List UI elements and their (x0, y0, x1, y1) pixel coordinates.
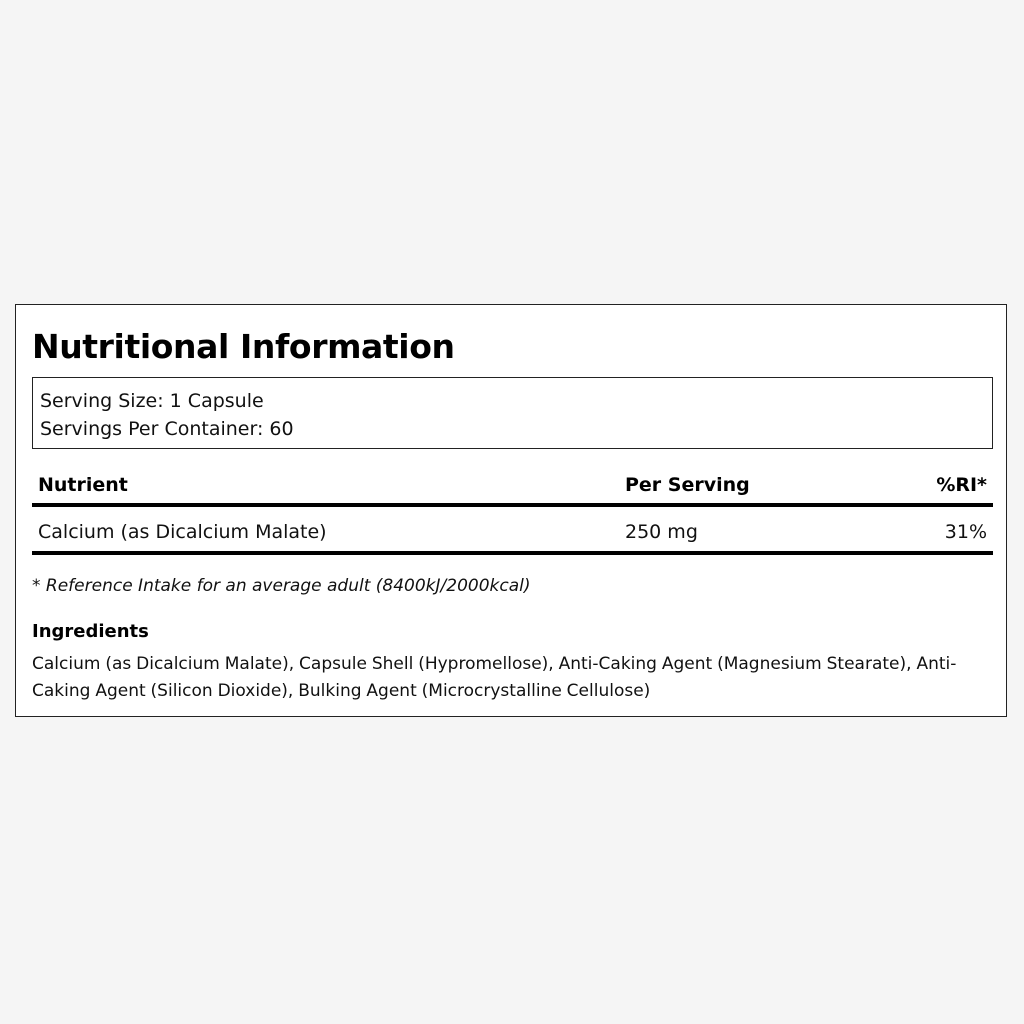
ingredients-heading: Ingredients (32, 621, 149, 642)
table-bottom-rule (32, 551, 993, 555)
nutrition-label-panel (15, 304, 1007, 717)
reference-intake-footnote: * Reference Intake for an average adult (8400kJ/2000kcal) (32, 576, 531, 596)
header-nutrient: Nutrient (38, 474, 128, 496)
row-ri: 31% (944, 521, 987, 543)
row-nutrient: Calcium (as Dicalcium Malate) (38, 521, 327, 543)
table-row (32, 507, 993, 551)
header-ri: %RI* (936, 474, 987, 496)
serving-info-box (32, 377, 993, 449)
nutrient-table (32, 467, 993, 555)
serving-size: Serving Size: 1 Capsule (40, 390, 264, 412)
header-per-serving: Per Serving (625, 474, 750, 496)
servings-per-container: Servings Per Container: 60 (40, 418, 294, 440)
ingredients-text: Calcium (as Dicalcium Malate), Capsule Shell (Hypromellose), Anti-Caking Agent (Magnesium Stearate), Anti-Caking Agent (Silicon Dioxide), Bulking Agent (Microcrystalline Cellulose) (32, 654, 957, 701)
row-per-serving: 250 mg (625, 521, 698, 543)
table-header-row (32, 467, 993, 503)
label-title: Nutritional Information (32, 327, 455, 366)
